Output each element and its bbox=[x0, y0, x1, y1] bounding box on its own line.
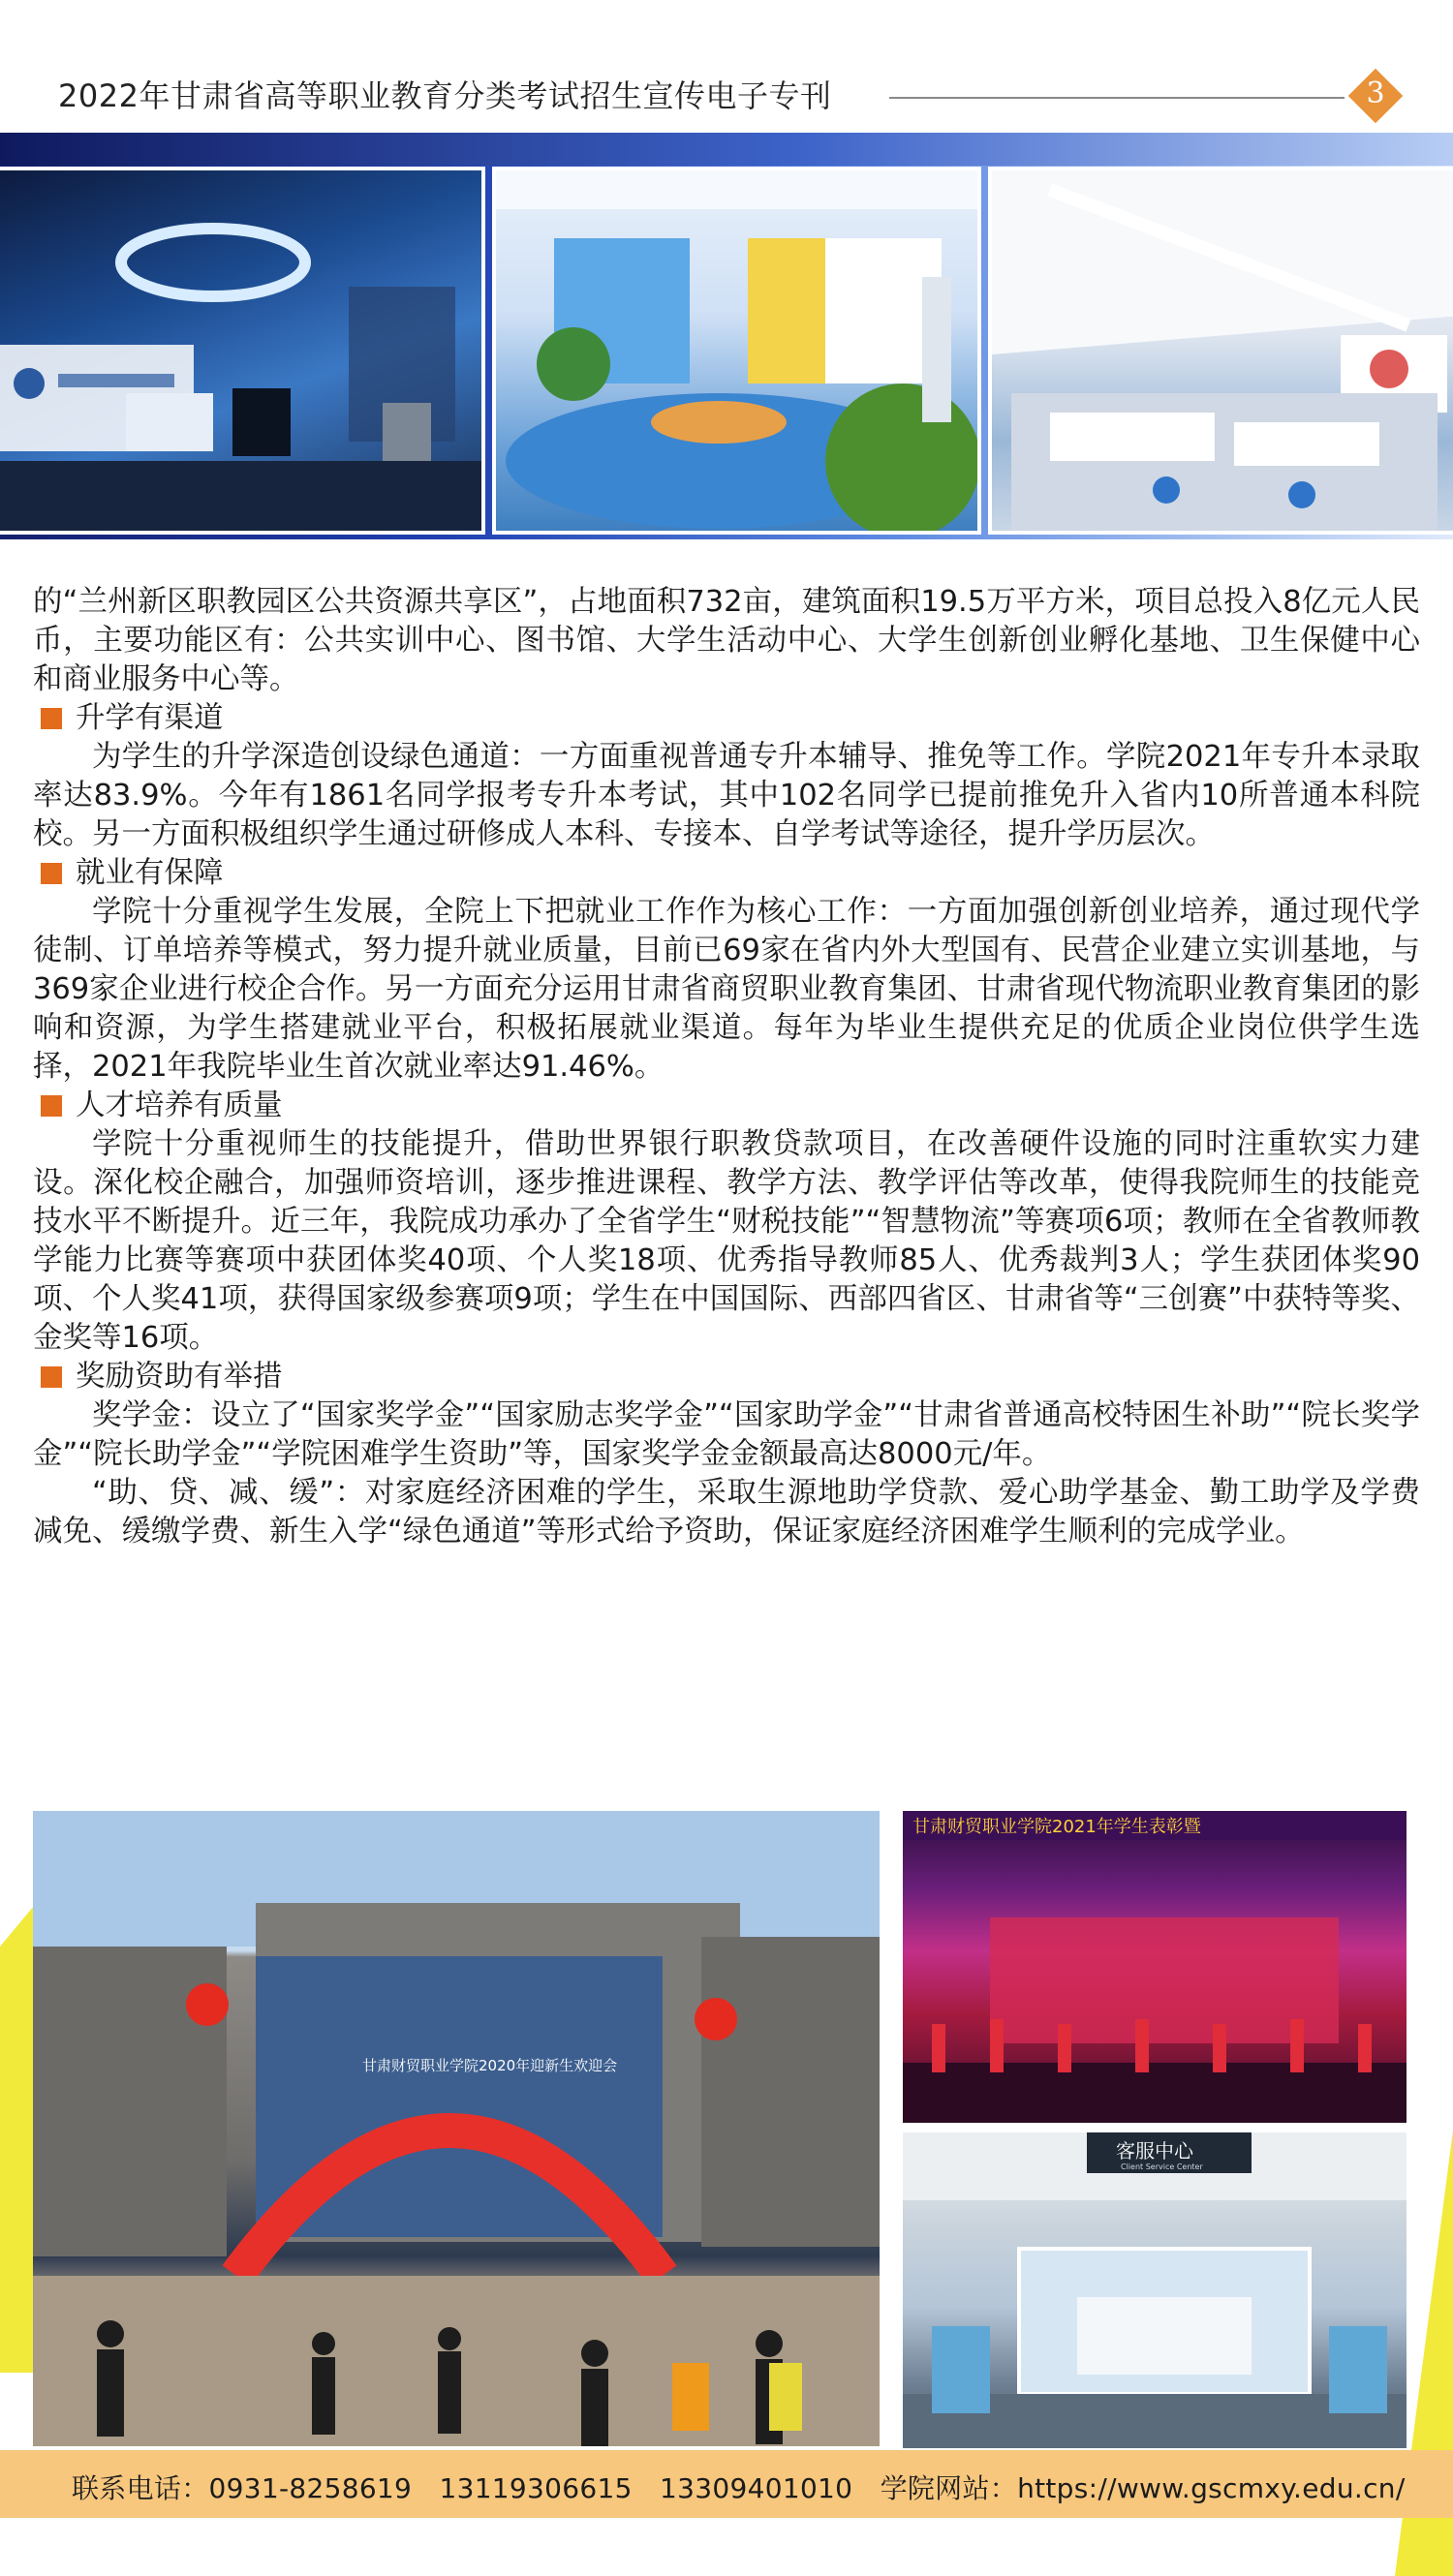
employment-paragraph: 学院十分重视学生发展，全院上下把就业工作作为核心工作：一方面加强创新创业培养，通过现代学徒制、订单培养等模式，努力提升就业质量，目前已69家在省内外大型国有、民营企业建立实训基地，与369家企业进行校企合作。另一方面充分运用甘肃省商贸职业教育集团、甘肃省现代物流职业教育集团的影响和资源，为学生搭建就业平台，积极拓展就业渠道。每年为毕业生提供充足的优质企业岗位供学生选择，2021年我院毕业生首次就业率达91.46%。 bbox=[33, 895, 1420, 1084]
footer-contact: 联系电话：0931-8258619 13119306615 13309401010 学院网站：https://www.gscmxy.edu.cn/ bbox=[72, 2472, 1406, 2504]
arch-banner-text: 甘肃财贸职业学院2020年迎新生欢迎会 bbox=[362, 2057, 618, 2074]
bullet-square-icon bbox=[41, 1366, 62, 1388]
header-divider bbox=[889, 97, 1345, 99]
photo-studio bbox=[0, 167, 485, 535]
stage-illustration bbox=[903, 1811, 1407, 2123]
further-study-paragraph: 为学生的升学深造创设绿色通道：一方面重视普通专升本辅导、推免等工作。学院2021年专升本录取率达83.9%。今年有1861名同学报考专升本考试，其中102名同学已提前推免升入省内10所普通本科院校。另一方面积极组织学生通过研修成人本科、专接本、自学考试等途径，提升学历层次。 bbox=[33, 740, 1420, 851]
section-title: 升学有渠道 bbox=[76, 701, 224, 735]
article-body bbox=[33, 583, 1420, 1551]
aid-paragraph: “助、贷、减、缓”：对家庭经济困难的学生，采取生源地助学贷款、爱心助学基金、勤工助学及学费减免、缓缴学费、新生入学“绿色通道”等形式给予资助，保证家庭经济困难学生顺利的完成学业。 bbox=[33, 1476, 1420, 1549]
smart-lab-illustration bbox=[992, 170, 1453, 535]
photo-service-center bbox=[903, 2132, 1407, 2448]
section-heading-talent-quality bbox=[33, 1087, 1420, 1125]
section-heading-further-study bbox=[33, 699, 1420, 738]
library-illustration bbox=[496, 170, 981, 535]
talent-quality-paragraph: 学院十分重视师生的技能提升，借助世界银行职教贷款项目，在改善硬件设施的同时注重软实力建设。深化校企融合，加强师资培训，逐步推进课程、教学方法、教学评估等改革，使得我院师生的技能竞技水平不断提升。近三年，我院成功承办了全省学生“财税技能”“智慧物流”等赛项6项；教师在全省教师教学能力比赛等赛项中获团体奖40项、个人奖18项、优秀指导教师85人、优秀裁判3人；学生获团体奖90项、个人奖41项，获得国家级参赛项9项；学生在中国国际、西部四省区、甘肃省等“三创赛”中获特等奖、金奖等16项。 bbox=[33, 1127, 1420, 1355]
section-title: 人才培养有质量 bbox=[76, 1089, 283, 1122]
photo-library bbox=[492, 167, 981, 535]
scholarship-paragraph: 奖学金：设立了“国家奖学金”“国家励志奖学金”“国家助学金”“甘肃省普通高校特困生补助”“院长奖学金”“院长助学金”“学院困难学生资助”等，国家奖学金金额最高达8000元/年。 bbox=[33, 1398, 1420, 1471]
page-title: 2022年甘肃省高等职业教育分类考试招生宣传电子专刊 bbox=[58, 77, 832, 114]
service-sign-en-text: Client Service Center bbox=[1121, 2162, 1203, 2171]
bullet-square-icon bbox=[41, 708, 62, 729]
page-header bbox=[0, 0, 1453, 136]
photo-stage-performance bbox=[903, 1811, 1407, 2123]
section-heading-financial-aid bbox=[33, 1358, 1420, 1396]
studio-illustration bbox=[0, 170, 485, 535]
campus-illustration bbox=[33, 1811, 880, 2446]
service-center-illustration bbox=[903, 2132, 1407, 2448]
photo-smart-lab bbox=[988, 167, 1453, 535]
page-number: 3 bbox=[1366, 77, 1385, 110]
section-heading-employment bbox=[33, 854, 1420, 893]
bullet-square-icon bbox=[41, 1095, 62, 1117]
section-title: 奖励资助有举措 bbox=[76, 1360, 283, 1394]
photo-campus-welcome bbox=[33, 1811, 880, 2446]
band-strip bbox=[0, 133, 1453, 166]
intro-paragraph: 的“兰州新区职教园区公共资源共享区”，占地面积732亩，建筑面积19.5万平方米，项目总投入8亿元人民币，主要功能区有：公共实训中心、图书馆、大学生活动中心、大学生创新创业孵化基地、卫生保健中心和商业服务中心等。 bbox=[33, 585, 1420, 696]
page-number-badge bbox=[1350, 71, 1401, 121]
stage-banner-text: 甘肃财贸职业学院2021年学生表彰暨 bbox=[912, 1817, 1201, 1837]
service-sign-text: 客服中心 bbox=[1116, 2139, 1193, 2162]
bullet-square-icon bbox=[41, 863, 62, 884]
section-title: 就业有保障 bbox=[76, 856, 224, 890]
